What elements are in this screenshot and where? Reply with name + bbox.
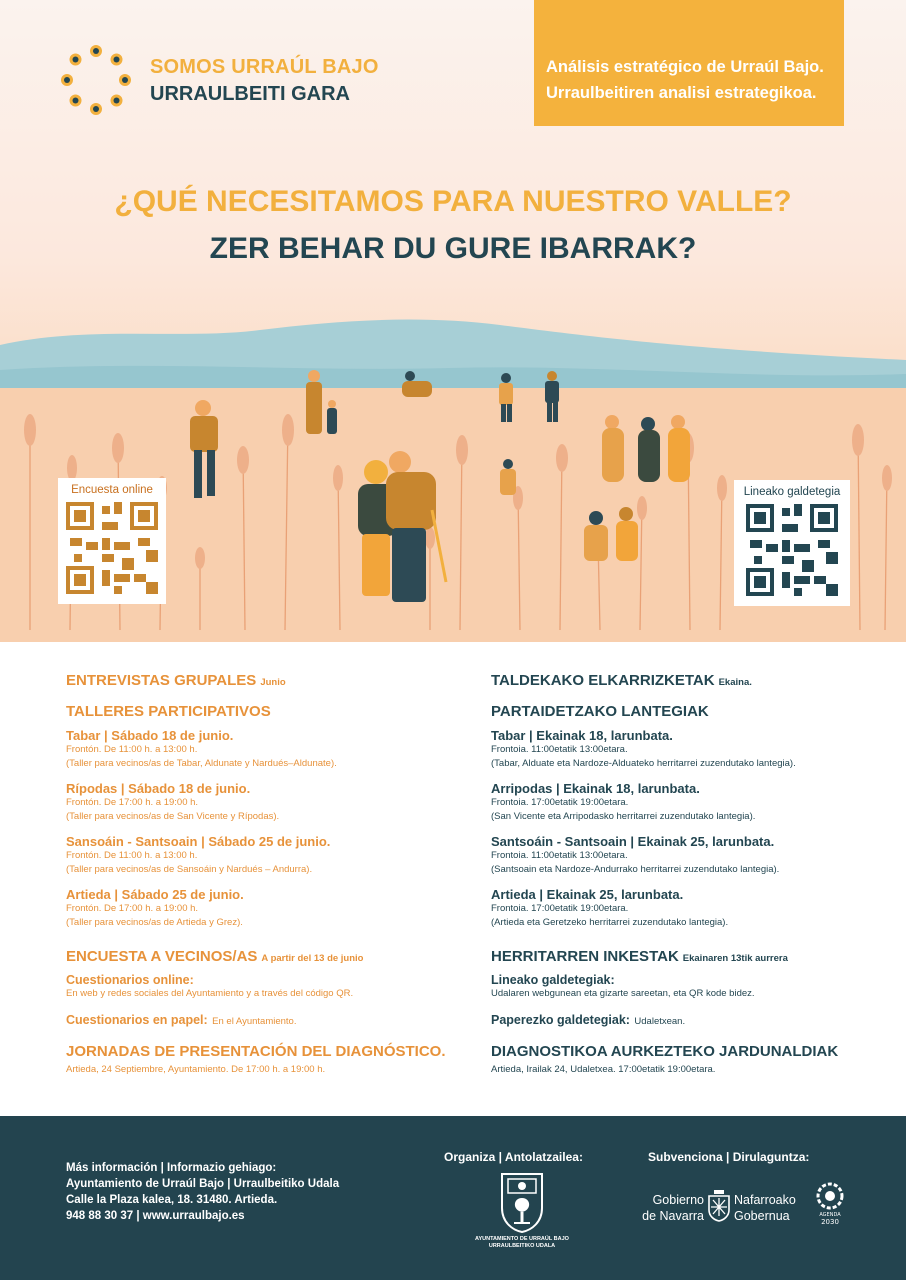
workshop-item: Artieda | Ekainak 25, larunbata. Frontoia. 17:00etatik 19:00etara. (Artieda eta Geretzeko herritarrei zuzendutako lantegia). bbox=[491, 887, 729, 928]
headline-es: ¿QUÉ NECESITAMOS PARA NUESTRO VALLE? bbox=[114, 185, 792, 218]
qr-card-lineako-galdetegia[interactable] bbox=[734, 480, 850, 606]
sun-flower-logo-icon bbox=[58, 42, 134, 118]
svg-text:AGENDA: AGENDA bbox=[819, 1212, 841, 1218]
paper-survey-info: Paperezko galdetegiak: Udaletxean. bbox=[491, 1013, 686, 1027]
svg-text:2030: 2030 bbox=[821, 1218, 839, 1226]
final-presentation-details: Artieda, Irailak 24, Udaletxea. 17:00etatik 19:00etara. bbox=[491, 1064, 716, 1075]
town-crest-icon bbox=[498, 1172, 546, 1234]
contact-phone-web[interactable]: 948 88 30 37 | www.urraulbajo.es bbox=[66, 1210, 245, 1222]
workshops-heading: TALLERES PARTICIPATIVOS bbox=[66, 703, 271, 720]
final-presentation-heading: DIAGNOSTIKOA AURKEZTEKO JARDUNALDIAK bbox=[491, 1043, 839, 1060]
survey-heading: ENCUESTA A VECINOS/AS A partir del 13 de junio bbox=[66, 948, 364, 965]
group-interviews-heading: TALDEKAKO ELKARRIZKETAK Ekaina. bbox=[491, 672, 752, 689]
final-presentation-heading: JORNADAS DE PRESENTACIÓN DEL DIAGNÓSTICO. bbox=[66, 1043, 446, 1060]
footer bbox=[0, 1116, 906, 1280]
organizer-label: Organiza | Antolatzailea: bbox=[444, 1150, 583, 1164]
qr-code-icon[interactable] bbox=[66, 502, 158, 594]
schedule-es bbox=[66, 672, 466, 1075]
navarra-arms-icon bbox=[706, 1188, 732, 1222]
agenda-2030-icon bbox=[812, 1182, 848, 1226]
crest-caption: AYUNTAMIENTO DE URRAÚL BAJO URRAULBEITIKO UDALA bbox=[475, 1236, 569, 1249]
paper-survey-info: Cuestionarios en papel: En el Ayuntamiento. bbox=[66, 1013, 297, 1027]
group-interviews-heading: ENTREVISTAS GRUPALES Junio bbox=[66, 672, 286, 689]
workshop-item: Tabar | Ekainak 18, larunbata. Frontoia. 11:00etatik 13:00etara. (Tabar, Alduate eta Nardoze-Alduateko herritarrei zuzendutako lantegia). bbox=[491, 728, 796, 769]
qr-card-online-survey[interactable] bbox=[58, 478, 166, 604]
online-survey-info: Cuestionarios online: En web y redes sociales del Ayuntamiento y a través del código QR. bbox=[66, 973, 354, 999]
qr-label-eu: Lineako galdetegia bbox=[743, 486, 841, 498]
workshop-item: Rípodas | Sábado 18 de junio. Frontón. De 17:00 h. a 19:00 h. (Taller para vecinos/as de San Vicente y Rípodas). bbox=[66, 781, 280, 822]
brand-line-es: SOMOS URRAÚL BAJO bbox=[150, 56, 379, 78]
tagline-es: Análisis estratégico de Urraúl Bajo. bbox=[546, 58, 824, 76]
qr-label-es: Encuesta online bbox=[71, 484, 153, 496]
workshop-item: Artieda | Sábado 25 de junio. Frontón. De 17:00 h. a 19:00 h. (Taller para vecinos/as de Artieda y Grez). bbox=[66, 887, 244, 928]
workshop-item: Tabar | Sábado 18 de junio. Frontón. De 11:00 h. a 13:00 h. (Taller para vecinos/as de Tabar, Aldunate y Nardués–Aldunate). bbox=[66, 728, 337, 769]
tagline-eu: Urraulbeitiren analisi estrategikoa. bbox=[546, 84, 817, 102]
contact-info: Más información | Informazio gehiago: Ayuntamiento de Urraúl Bajo | Urraulbeitiko Udala Calle la Plaza kalea, 18. 31480. Artieda. 948 88 30 37 | www.urraulbajo.es bbox=[66, 1162, 340, 1222]
final-presentation-details: Artieda, 24 Septiembre, Ayuntamiento. De 17:00 h. a 19:00 h. bbox=[66, 1064, 326, 1075]
survey-heading: HERRITARREN INKESTAK Ekainaren 13tik aurrera bbox=[491, 948, 788, 965]
tagline-box bbox=[534, 0, 844, 126]
schedule-eu bbox=[491, 672, 871, 1075]
headline-eu: ZER BEHAR DU GURE IBARRAK? bbox=[209, 232, 697, 265]
sponsor-label: Subvenciona | Dirulaguntza: bbox=[648, 1150, 810, 1164]
brand-line-eu: URRAULBEITI GARA bbox=[150, 83, 350, 105]
brand-name bbox=[150, 56, 379, 106]
workshop-item: Arripodas | Ekainak 18, larunbata. Frontoia. 17:00etatik 19:00etara. (San Vicente eta Arripodasko herritarrei zuzendutako lantegia). bbox=[491, 781, 756, 822]
gobierno-navarra-text: Gobierno de Navarra bbox=[642, 1193, 704, 1223]
qr-code-icon[interactable] bbox=[746, 504, 838, 596]
workshops-heading: PARTAIDETZAKO LANTEGIAK bbox=[491, 703, 709, 720]
workshop-item: Santsoáin - Santsoain | Ekainak 25, larunbata. Frontoia. 11:00etatik 13:00etara. (Santsoain eta Nardoze-Andurrako herritarrei zuzendutako lantegia). bbox=[491, 834, 780, 875]
online-survey-info: Lineako galdetegiak: Udalaren webgunean eta gizarte sareetan, eta QR kode bidez. bbox=[491, 973, 755, 999]
nafarroako-gobernua-text: Nafarroako Gobernua bbox=[734, 1193, 796, 1223]
workshop-item: Sansoáin - Santsoain | Sábado 25 de junio. Frontón. De 11:00 h. a 13:00 h. (Taller para vecinos/as de Sansoáin y Nardués – Andurra). bbox=[66, 834, 331, 875]
